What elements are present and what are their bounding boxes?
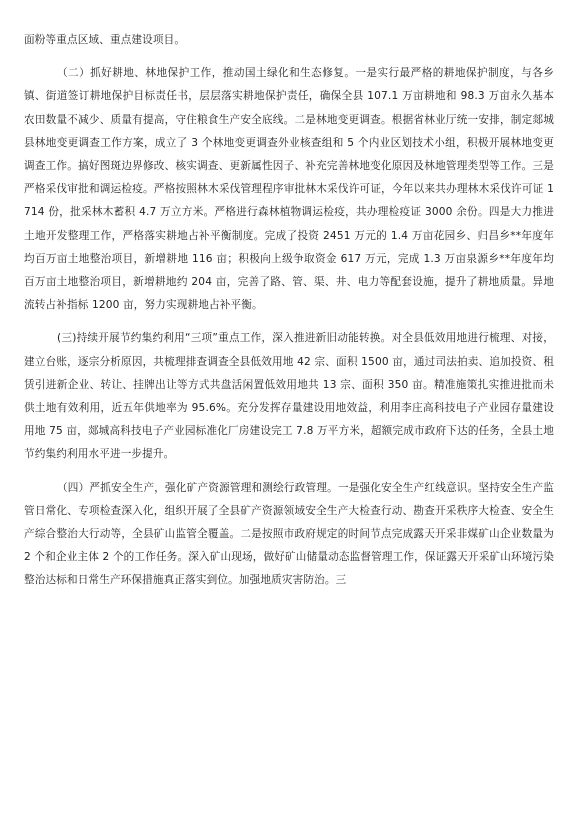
paragraph-continuation: 面粉等重点区域、重点建设项目。 <box>24 34 186 46</box>
paragraph-section-four: （四）严抓安全生产，强化矿产资源管理和测绘行政管理。一是强化安全生产红线意识。坚持安全生产监管日常化、专项检查深入化，组织开展了全县矿产资源领域安全生产大检查行动、勘查开采秩序大检查、安全生产综合整治大行动等，全县矿山监管全覆盖。二是按照市政府规定的时间节点完成露天开采非煤矿山企业数量为 2 个和企业主体 2 个的工作任务。深入矿山现场，做好矿山储量动态监督管理工作，保证露天开采矿山环境污染整治达标和日常生产环保措施真正落实到位。加强地质灾害防治。三 <box>24 481 554 587</box>
paragraph-section-three: (三)持续开展节约集约利用“三项”重点工作，深入推进新旧动能转换。对全县低效用地进行梳理、对接，建立台账，逐宗分析原因，共梳理排查调查全县低效用地 42 宗、面积 1500 亩，通过司法拍卖、追加投资、租赁引进新企业、转让、挂牌出让等方式共盘活闲置低效用地共 13 宗、面积 350 亩。精准施策扎实推进批而未供土地有效利用，近五年供地率为 95.6%。充分发挥存量建设用地效益，利用李庄高科技电子产业园存量建设用地 75 亩，郯城高科技电子产业园标准化厂房建设完工 7.8 万平方米，超额完成市政府下达的任务，全县土地节约集约利用水平进一步提升。 <box>24 332 554 461</box>
paragraph-section-two: （二）抓好耕地、林地保护工作，推动国土绿化和生态修复。一是实行最严格的耕地保护制度，与各乡镇、街道签订耕地保护目标责任书，层层落实耕地保护责任，确保全县 107.1 万亩耕地和 98.3 万亩永久基本农田数量不减少、质量有提高，守住粮食生产安全底线。二是林地变更调查。根据省林业厅统一安排，制定郯城县林地变更调查工作方案，成立了 3 个林地变更调查外业核查组和 5 个内业区划技术小组，积极开展林地变更调查工作。搞好图斑边界修改、核实调查、更新属性因子、补充完善林地变化原因及林地管理类型等工作。三是严格采伐审批和调运检疫。严格按照林木采伐管理程序审批林木采伐许可证，今年以来共办理林木采伐许可证 1714 份，批采林木蓄积 4.7 万立方米。严格进行森林植物调运检疫，共办理检疫证 3000 余份。四是大力推进土地开发整理工作，严格落实耕地占补平衡制度。完成了投资 2451 万元的 1.4 万亩花园乡、归昌乡**年度年均百万亩土地整治项目，新增耕地 116 亩；积极向上级争取资金 617 万元，完成 1.3 万亩泉源乡**年度年均百万亩土地整治项目，新增耕地约 204 亩，完善了路、管、渠、井、电力等配套设施，提升了耕地质量。异地流转占补指标 1200 亩，努力实现耕地占补平衡。 <box>24 67 554 312</box>
